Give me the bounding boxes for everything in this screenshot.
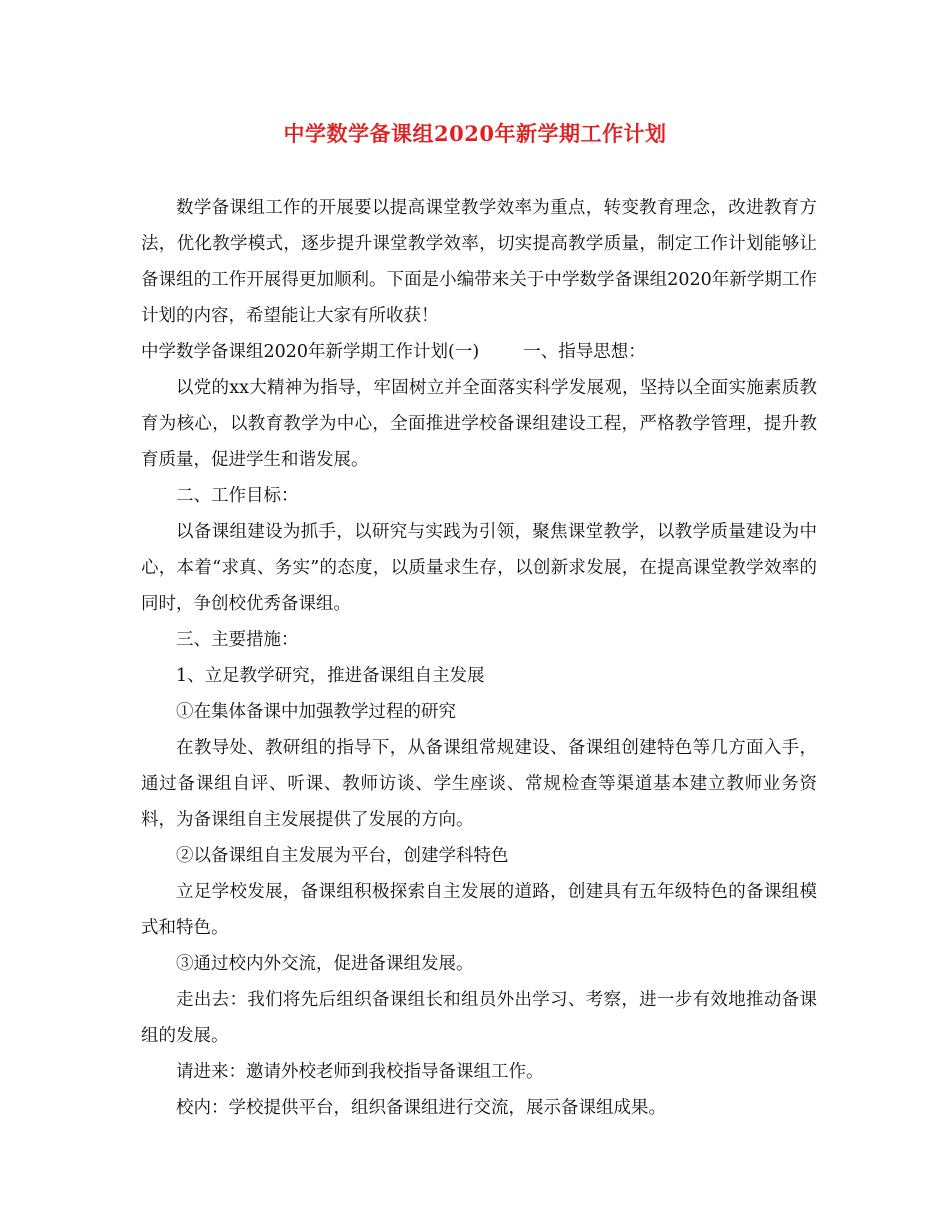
section1-heading: 一、指导思想： <box>523 342 646 362</box>
document-title: 中学数学备课组2020年新学期工作计划 <box>283 121 667 146</box>
invite-in-paragraph: 请进来：邀请外校老师到我校指导备课组工作。 <box>176 1062 544 1082</box>
go-out-paragraph: 走出去：我们将先后组织备课组长和组员外出学习、考察，进一步有效地推动备课组的发展。 <box>141 990 817 1046</box>
document-body <box>141 190 817 1126</box>
sub1-paragraph: 在教导处、教研组的指导下，从备课组常规建设、备课组创建特色等几方面入手，通过备课组自评、听课、教师访谈、学生座谈、常规检查等渠道基本建立教师业务资料，为备课组自主发展提供了发展的方向。 <box>141 738 817 830</box>
section3-heading: 三、主要措施： <box>176 630 299 650</box>
sub3-heading: ③通过校内外交流，促进备课组发展。 <box>176 954 474 974</box>
section2-paragraph: 以备课组建设为抓手，以研究与实践为引领，聚焦课堂教学，以教学质量建设为中心，本着“求真、务实”的态度，以质量求生存，以创新求发展，在提高课堂教学效率的同时，争创校优秀备课组。 <box>141 522 817 614</box>
sub2-heading: ②以备课组自主发展为平台，创建学科特色 <box>176 846 509 866</box>
plan-heading-line <box>141 334 817 370</box>
campus-paragraph: 校内：学校提供平台，组织备课组进行交流，展示备课组成果。 <box>176 1098 666 1118</box>
section2-heading: 二、工作目标： <box>176 486 299 506</box>
section1-paragraph: 以党的xx大精神为指导，牢固树立并全面落实科学发展观，坚持以全面实施素质教育为核心，以教育教学为中心，全面推进学校备课组建设工程，严格教学管理，提升教育质量，促进学生和谐发展。 <box>141 378 817 470</box>
plan-heading: 中学数学备课组2020年新学期工作计划(一) <box>141 342 480 362</box>
intro-paragraph: 数学备课组工作的开展要以提高课堂教学效率为重点，转变教育理念，改进教育方法，优化教学模式，逐步提升课堂教学效率，切实提高教学质量，制定工作计划能够让备课组的工作开展得更加顺利。下面是小编带来关于中学数学备课组2020年新学期工作计划的内容，希望能让大家有所收获！ <box>141 198 817 326</box>
sub1-heading: ①在集体备课中加强教学过程的研究 <box>176 702 456 722</box>
sub2-paragraph: 立足学校发展，备课组积极探索自主发展的道路，创建具有五年级特色的备课组模式和特色。 <box>141 882 817 938</box>
measure1-heading: 1、立足教学研究，推进备课组自主发展 <box>176 666 485 686</box>
